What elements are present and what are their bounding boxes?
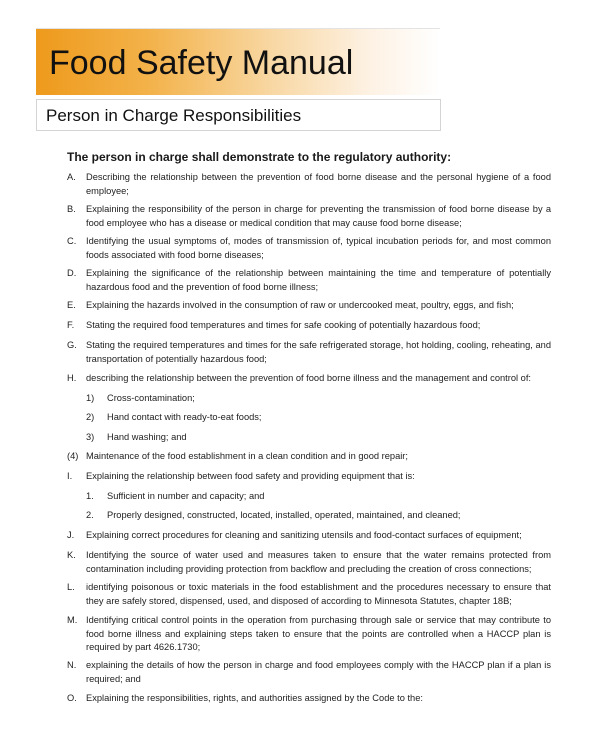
list-item-label: D. bbox=[67, 268, 77, 278]
list-item-text: Explaining the responsibility of the person in charge for preventing the transmission of food borne disease by a food employee who has a disease or medical condition that may cause food borne disease; bbox=[86, 204, 551, 228]
list-item-label: F. bbox=[67, 320, 75, 330]
section-subtitle: Person in Charge Responsibilities bbox=[46, 106, 302, 125]
list-item-text: Maintenance of the food establishment in a clean condition and in good repair; bbox=[86, 451, 408, 461]
list-item-label: C. bbox=[67, 236, 77, 246]
list-item-text: Explaining correct procedures for cleaning and sanitizing utensils and food-contact surfaces of equipment; bbox=[86, 530, 522, 540]
list-item-text: Cross-contamination; bbox=[107, 393, 195, 403]
list-item-label: B. bbox=[67, 204, 76, 214]
list-item-label: N. bbox=[67, 660, 77, 670]
list-item-label: H. bbox=[67, 373, 77, 383]
list-item-text: Describing the relationship between the prevention of food borne disease and the personal hygiene of a food employee; bbox=[86, 172, 551, 196]
list-item-label: E. bbox=[67, 300, 76, 310]
list-item-label: (4) bbox=[67, 451, 79, 461]
list-item-text: Properly designed, constructed, located, installed, operated, maintained, and cleaned; bbox=[107, 510, 461, 520]
list-item-text: identifying poisonous or toxic materials in the food establishment and the procedures necessary to ensure that they are safely stored, dispensed, used, and disposed of according to Minnesota Statutes, chapter 18B; bbox=[86, 582, 551, 606]
list-item-text: Explaining the significance of the relationship between maintaining the time and temperature of potentially hazardous food and the prevention of food borne illness; bbox=[86, 268, 551, 292]
list-item-text: explaining the details of how the person in charge and food employees comply with the HACCP plan if a plan is required; and bbox=[86, 660, 551, 684]
list-item-label: K. bbox=[67, 550, 76, 560]
list-item-label: 1) bbox=[86, 393, 95, 403]
list-item-label: G. bbox=[67, 340, 77, 350]
title-banner bbox=[36, 28, 440, 95]
list-item-text: Explaining the relationship between food safety and providing equipment that is: bbox=[86, 471, 415, 481]
list-item-text: Sufficient in number and capacity; and bbox=[107, 491, 265, 501]
list-item-text: Identifying critical control points in the operation from purchasing through sale or service that may contribute to food borne illness and explaining steps taken to ensure that the points are controlled when a HACCP plan is required by part 4626.1730; bbox=[86, 615, 551, 652]
document-title: Food Safety Manual bbox=[49, 44, 354, 82]
list-item-label: O. bbox=[67, 693, 77, 703]
list-item-label: A. bbox=[67, 172, 76, 182]
list-item-label: J. bbox=[67, 530, 75, 540]
list-item-text: Hand washing; and bbox=[107, 432, 187, 442]
list-item-label: 3) bbox=[86, 432, 95, 442]
section-heading: The person in charge shall demonstrate to the regulatory authority: bbox=[67, 150, 452, 164]
list-item-text: Explaining the hazards involved in the consumption of raw or undercooked meat, poultry, eggs, and fish; bbox=[86, 300, 514, 310]
list-item-label: L. bbox=[67, 582, 75, 592]
list-item-text: Stating the required temperatures and times for the safe refrigerated storage, hot holding, cooling, reheating, and transportation of potentially hazardous food; bbox=[86, 340, 551, 364]
list-item-label: 2) bbox=[86, 412, 95, 422]
list-item-text: Identifying the source of water used and measures taken to ensure that the water remains protected from contamination including providing protection from backflow and precluding the creation of cross connections; bbox=[86, 550, 551, 574]
list-item-label: M. bbox=[67, 615, 78, 625]
list-item-label: 2. bbox=[86, 510, 94, 520]
list-item-text: Explaining the responsibilities, rights, and authorities assigned by the Code to the: bbox=[86, 693, 423, 703]
subtitle-box bbox=[36, 99, 441, 131]
list-item-label: 1. bbox=[86, 491, 94, 501]
list-item-text: Stating the required food temperatures and times for safe cooking of potentially hazardous food; bbox=[86, 320, 481, 330]
list-item-label: I. bbox=[67, 471, 73, 481]
list-item-text: Identifying the usual symptoms of, modes of transmission of, typical incubation periods for, and most common foods associated with food borne diseases; bbox=[86, 236, 551, 260]
list-item-text: describing the relationship between the prevention of food borne illness and the management and control of: bbox=[86, 373, 531, 383]
list-item-text: Hand contact with ready-to-eat foods; bbox=[107, 412, 262, 422]
